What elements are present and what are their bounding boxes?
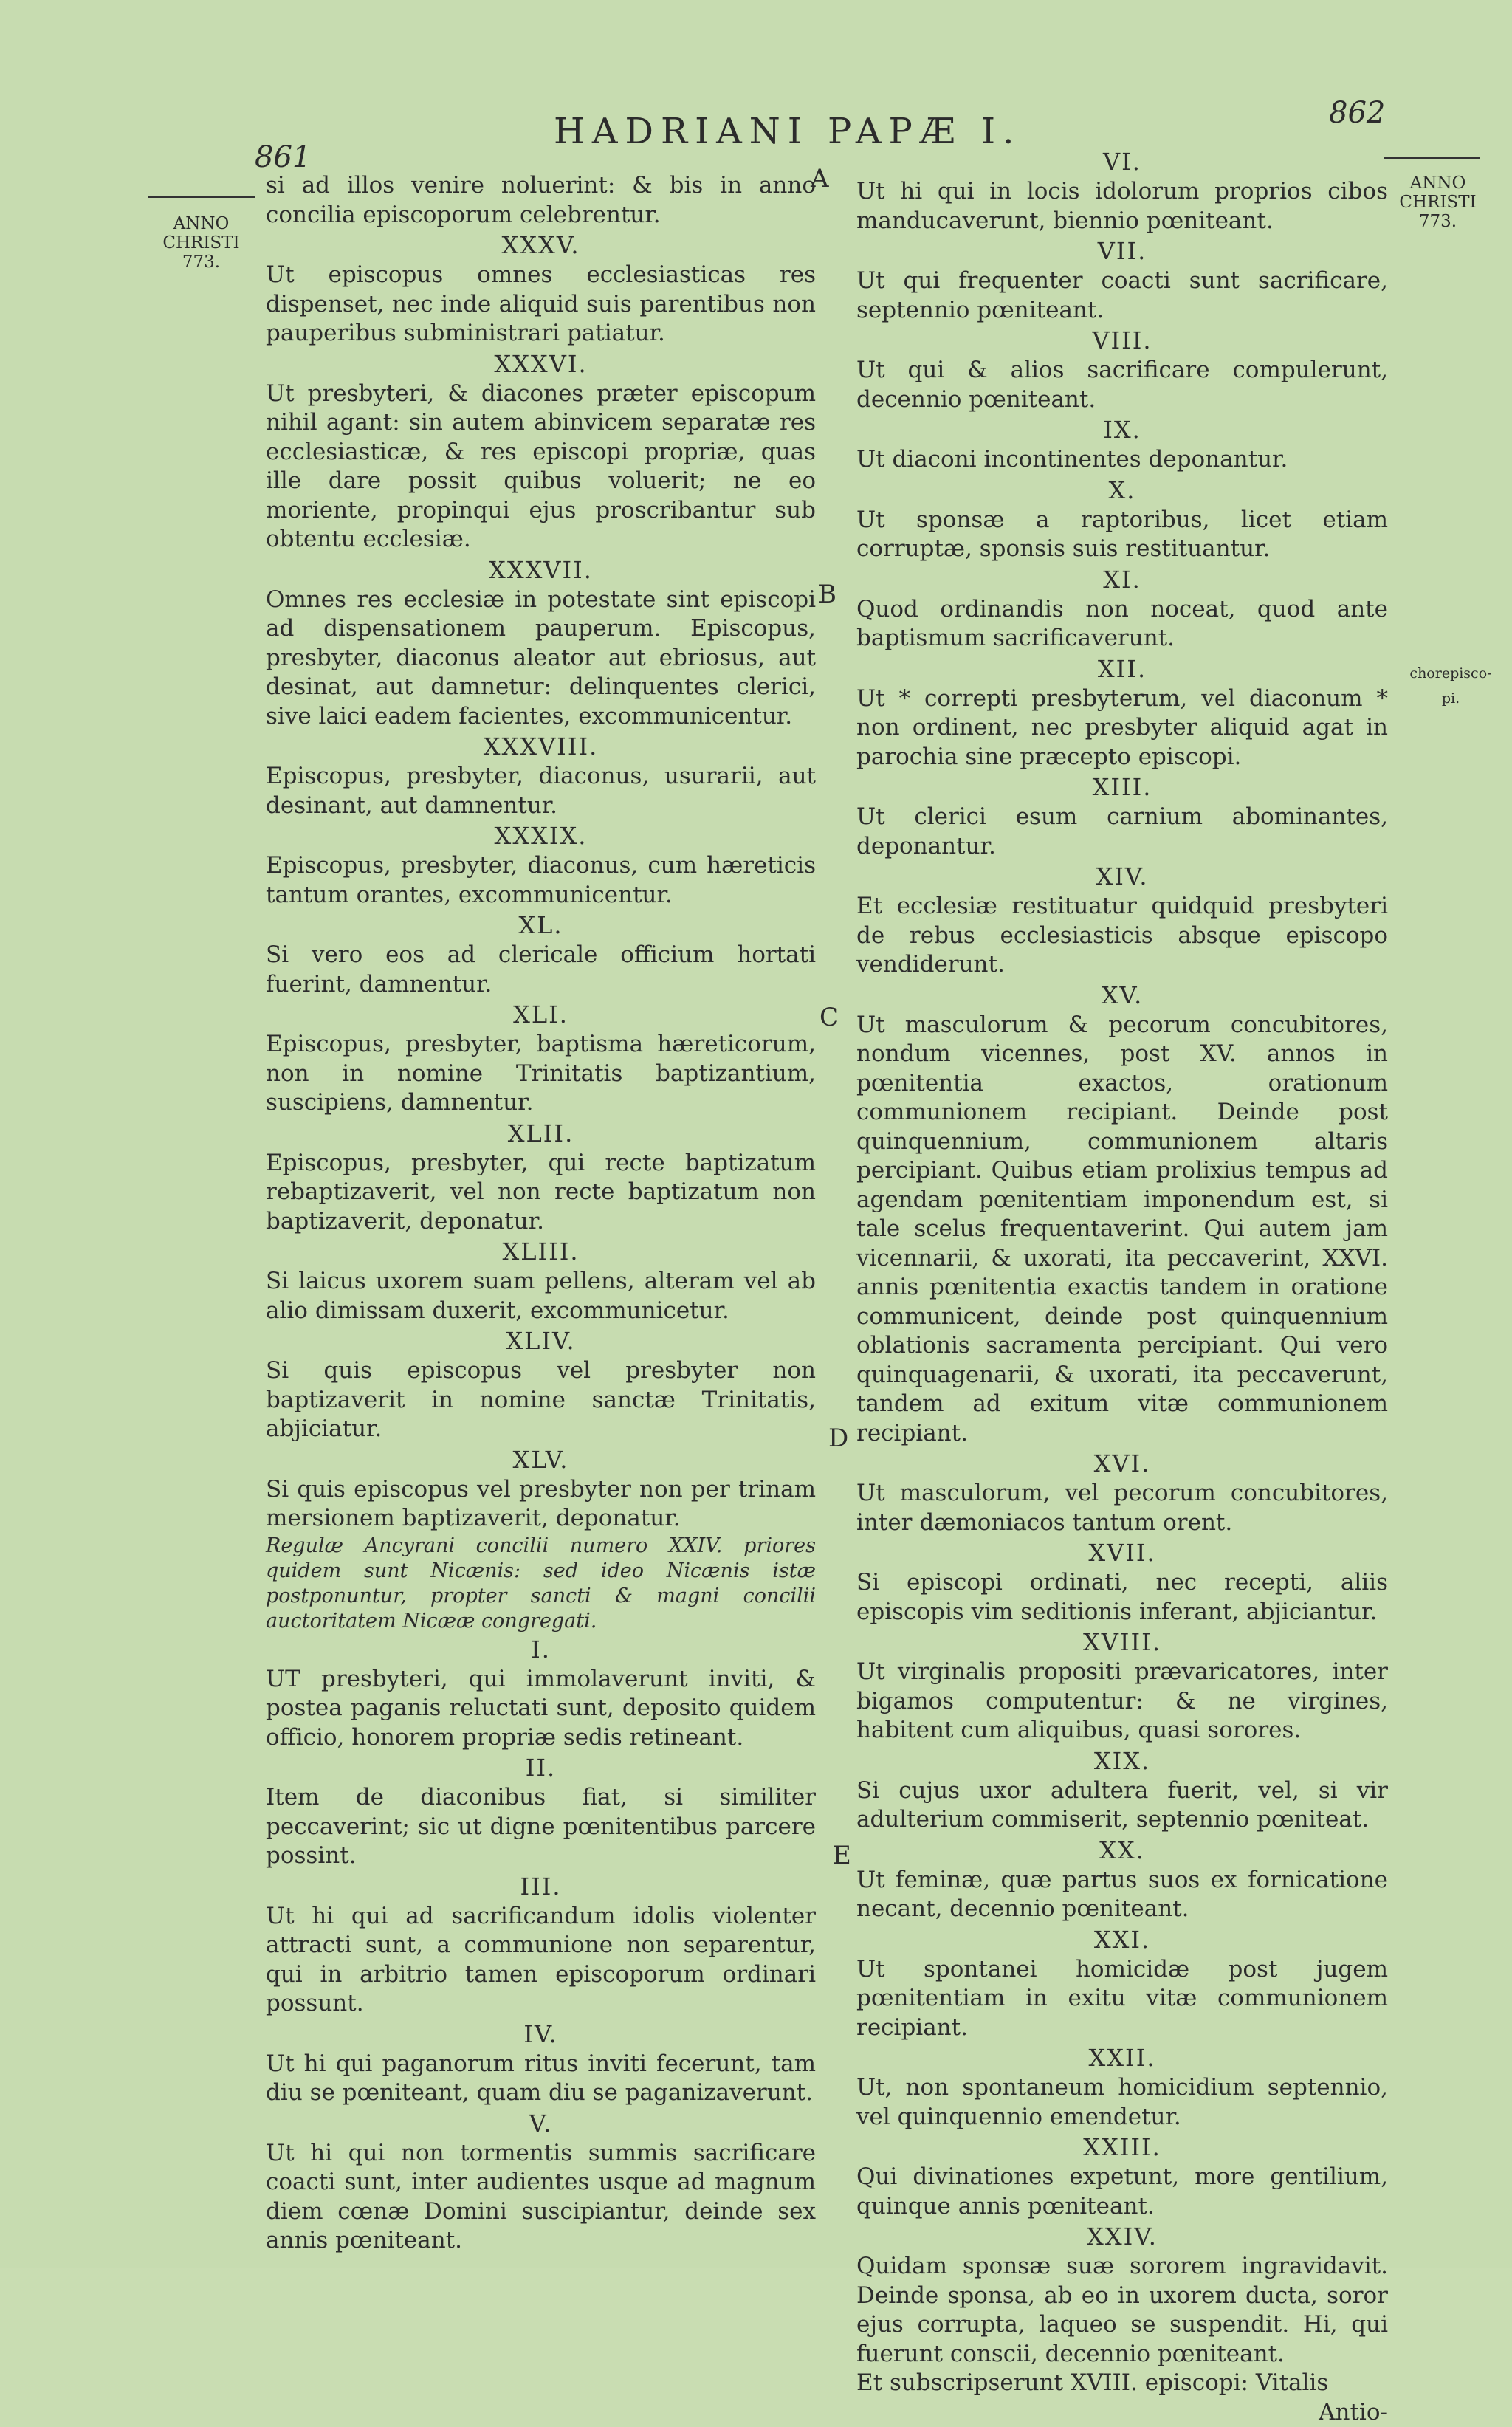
section-heading: VII. [856,236,1388,267]
section-heading: X. [856,475,1388,506]
paragraph: Episcopus, presbyter, baptisma hæreticorum, non in nomine Trinitatis baptizantium, suscipiens, damnentur. [266,1030,816,1118]
paragraph: Ut * correpti presbyterum, vel diaconum * non ordinent, nec presbyter aliquid agat in parochia sine præcepto episcopi. [856,684,1388,772]
section-heading: XL. [266,910,816,941]
section-heading: XXXV. [266,230,816,261]
section-heading: XLI. [266,999,816,1030]
paragraph: Ut, non spontaneum homicidium septennio, vel quinquennio emendetur. [856,2073,1388,2132]
section-heading: XIV. [856,861,1388,892]
section-heading: XX. [856,1835,1388,1866]
section-heading: IV. [266,2019,816,2050]
section-heading: II. [266,1752,816,1783]
paragraph: Ut masculorum, vel pecorum concubitores, inter dæmoniacos tantum orent. [856,1479,1388,1537]
section-heading: XLV. [266,1444,816,1475]
section-heading: XXI. [856,1924,1388,1955]
paragraph: UT presbyteri, qui immolaverunt inviti, & postea paganis reluctati sunt, deposito quidem officio, honorem propriæ sedis retineant. [266,1665,816,1753]
paragraph: Et subscripserunt XVIII. episcopi: Vitalis [856,2369,1388,2398]
section-heading: XLIV. [266,1325,816,1356]
paragraph: Si cujus uxor adultera fuerit, vel, si vir adulterium commiserit, septennio pœniteat. [856,1777,1388,1835]
section-heading: XXII. [856,2042,1388,2073]
paragraph: si ad illos venire noluerint: & bis in anno concilia episcoporum celebrentur. [266,171,816,230]
section-heading: XVIII. [856,1627,1388,1658]
section-marker-c: C [819,1003,839,1032]
marginal-note: chorepisco- pi. [1406,661,1495,711]
paragraph: Omnes res ecclesiæ in potestate sint episcopi ad dispensationem pauperum. Episcopus, presbyter, diaconus aleator aut ebriosus, aut desinat, aut damnetur: delinquentes clerici, sive laici eadem facientes, excommunicentur. [266,586,816,732]
paragraph: Ut hi qui non tormentis summis sacrificare coacti sunt, inter audientes usque ad magnum diem cœnæ Domini suscipiantur, deinde sex annis pœniteant. [266,2139,816,2256]
section-heading: XXXVIII. [266,731,816,762]
paragraph: Episcopus, presbyter, diaconus, cum hæreticis tantum orantes, excommunicentur. [266,851,816,910]
paragraph: Ut virginalis propositi prævaricatores, inter bigamos computentur: & ne virgines, habitent cum aliquibus, quasi sorores. [856,1658,1388,1745]
paragraph: Ut qui & alios sacrificare compulerunt, decennio pœniteant. [856,356,1388,414]
paragraph: Ut qui frequenter coacti sunt sacrificare, septennio pœniteant. [856,267,1388,325]
section-heading: IX. [856,414,1388,445]
section-heading: I. [266,1634,816,1665]
section-heading: XXXVI. [266,349,816,380]
catchword: Antio- [856,2398,1388,2427]
paragraph: Ut hi qui paganorum ritus inviti fecerunt, tam diu se pœniteant, quam diu se paganizaverunt. [266,2050,816,2108]
page-number-left: 861 [255,140,311,174]
section-heading: XLII. [266,1118,816,1149]
section-heading: XIII. [856,772,1388,803]
paragraph: Et ecclesiæ restituatur quidquid presbyteri de rebus ecclesiasticis absque episcopo vendiderunt. [856,892,1388,980]
section-heading: XLIII. [266,1236,816,1267]
paragraph: Quod ordinandis non noceat, quod ante baptismum sacrificaverunt. [856,595,1388,653]
right-column [856,146,1388,2427]
paragraph: Quidam sponsæ suæ sororem ingravidavit. Deinde sponsa, ab eo in uxorem ducta, soror ejus corrupta, laqueo se suspendit. Hi, qui fuerunt conscii, decennio pœniteant. [856,2252,1388,2369]
anno-christi-right: ANNO CHRISTI 773. [1395,174,1480,231]
section-heading: XVI. [856,1448,1388,1479]
section-heading: XI. [856,564,1388,595]
section-heading: XXXIX. [266,820,816,851]
section-heading: XV. [856,980,1388,1011]
paragraph: Si quis episcopus vel presbyter non baptizaverit in nomine sanctæ Trinitatis, abjiciatur. [266,1356,816,1444]
section-heading: XVII. [856,1537,1388,1568]
section-note: Regulæ Ancyrani concilii numero XXIV. priores quidem sunt Nicænis: sed ideo Nicænis istæ postponuntur, propter sancti & magni concilii auctoritatem Nicææ congregati. [266,1534,816,1634]
paragraph: Ut spontanei homicidæ post jugem pœnitentiam in exitu vitæ communionem recipiant. [856,1955,1388,2043]
paragraph: Ut sponsæ a raptoribus, licet etiam corruptæ, sponsis suis restituantur. [856,506,1388,564]
page-number-right: 862 [1329,96,1385,130]
paragraph: Si vero eos ad clericale officium hortati fuerint, damnentur. [266,941,816,999]
paragraph: Ut presbyteri, & diacones præter episcopum nihil agant: sin autem abinvicem separatæ res ecclesiasticæ, & res episcopi propriæ, quas ille dare possit quibus voluerit; ne eo moriente, propinqui ejus proscribantur sub obtentu ecclesiæ. [266,380,816,555]
paragraph: Si quis episcopus vel presbyter non per trinam mersionem baptizaverit, deponatur. [266,1475,816,1534]
left-column [266,171,816,2256]
margin-rule-left [148,196,255,198]
section-heading: III. [266,1871,816,1902]
paragraph: Qui divinationes expetunt, more gentilium, quinque annis pœniteant. [856,2163,1388,2221]
paragraph: Episcopus, presbyter, diaconus, usurarii, aut desinant, aut damnentur. [266,762,816,820]
section-heading: XIX. [856,1745,1388,1777]
paragraph: Ut masculorum & pecorum concubitores, nondum vicennes, post XV. annos in pœnitentia exactos, orationum communionem recipiant. Deinde post quinquennium, communionem altaris percipiant. Quibus etiam prolixius tempus ad agendam pœnitentiam imponendum est, si tale scelus frequentaverint. Qui autem jam vicennarii, & uxorati, ita peccaverint, XXVI. annis pœnitentia exactis tandem in oratione communicent, deinde post quinquennium oblationis sacramenta percipiant. Qui vero quinquagenarii, & uxorati, ita peccaverunt, tandem ad exitum vitæ communionem recipiant. [856,1011,1388,1449]
paragraph: Ut hi qui ad sacrificandum idolis violenter attracti sunt, a communione non separentur, qui in arbitrio tamen episcoporum ordinari possunt. [266,1902,816,2019]
paragraph: Ut clerici esum carnium abominantes, deponantur. [856,803,1388,861]
section-heading: XII. [856,653,1388,684]
section-heading: XXIII. [856,2132,1388,2163]
section-marker-d: D [828,1424,848,1453]
section-heading: VIII. [856,325,1388,356]
running-title: HADRIANI PAPÆ I. [554,111,1021,152]
paragraph: Ut diaconi incontinentes deponantur. [856,445,1388,475]
paragraph: Si laicus uxorem suam pellens, alteram vel ab alio dimissam duxerit, excommunicetur. [266,1267,816,1325]
section-heading: VI. [856,146,1388,177]
section-heading: V. [266,2108,816,2139]
section-heading: XXIV. [856,2221,1388,2252]
paragraph: Episcopus, presbyter, qui recte baptizatum rebaptizaverit, vel non recte baptizatum non baptizaverit, deponatur. [266,1149,816,1237]
section-heading: XXXVII. [266,555,816,586]
section-marker-b: B [818,580,836,609]
section-marker-a: A [811,164,829,193]
anno-christi-left: ANNO CHRISTI 773. [151,214,251,272]
margin-rule-right [1384,157,1480,159]
paragraph: Ut hi qui in locis idolorum proprios cibos manducaverunt, biennio pœniteant. [856,177,1388,236]
paragraph: Item de diaconibus fiat, si similiter peccaverint; sic ut digne pœnitentibus parcere possint. [266,1783,816,1871]
paragraph: Ut feminæ, quæ partus suos ex fornicatione necant, decennio pœniteant. [856,1866,1388,1924]
paragraph: Si episcopi ordinati, nec recepti, aliis episcopis vim seditionis inferant, abjiciantur. [856,1568,1388,1627]
section-marker-e: E [833,1841,851,1870]
paragraph: Ut episcopus omnes ecclesiasticas res dispenset, nec inde aliquid suis parentibus non pauperibus subministrari patiatur. [266,261,816,349]
